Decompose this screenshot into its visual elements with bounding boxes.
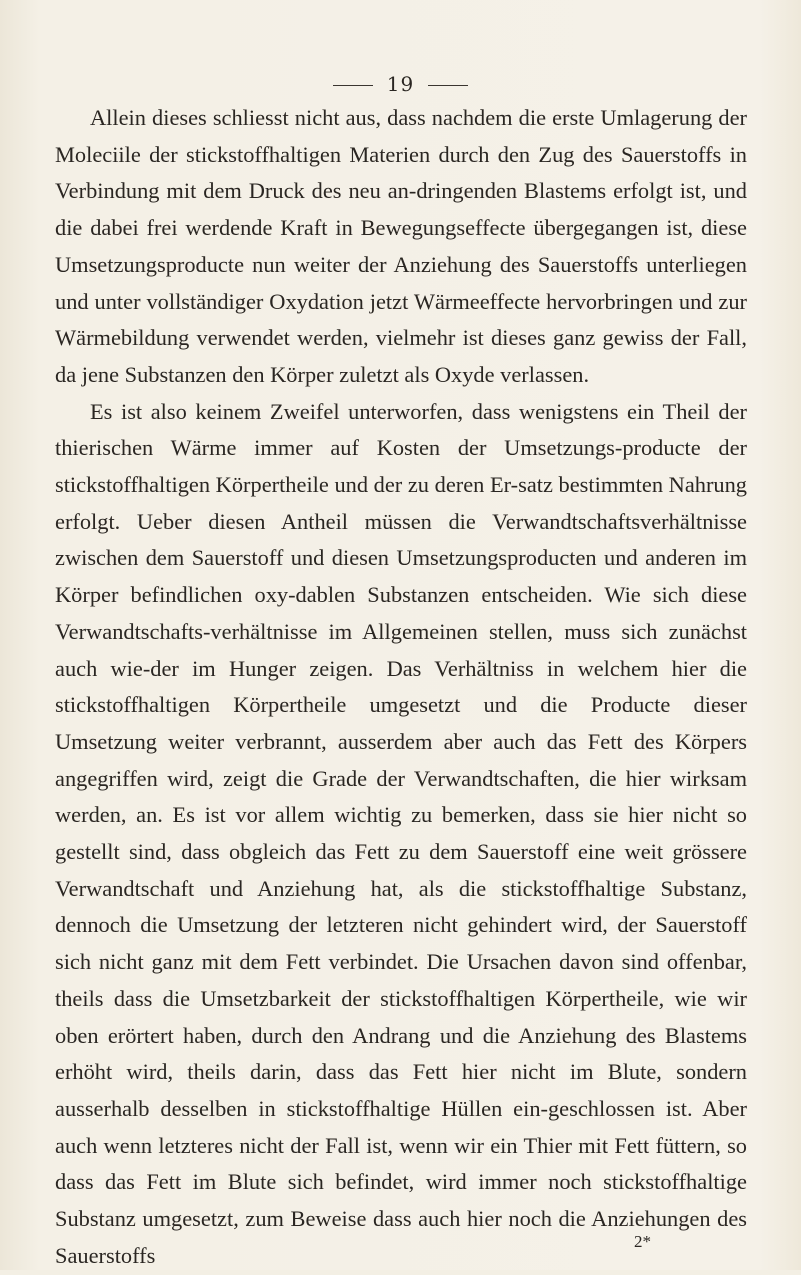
page-header (0, 72, 801, 96)
signature-mark: 2* (634, 1232, 651, 1251)
page-number: 19 (386, 72, 415, 96)
paragraph: Allein dieses schliesst nicht aus, dass nachdem die erste Umlagerung der Moleciile der stickstoffhaltigen Materien durch den Zug des Sauerstoffs in Verbindung mit dem Druck des neu an-dringenden Blastems erfolgt ist, und die dabei frei werdende Kraft in Bewegungseffecte übergegangen ist, diese Umsetzungsproducte nun weiter der Anziehung des Sauerstoffs unterliegen und unter vollständiger Oxydation jetzt Wärmeeffecte hervorbringen und zur Wärmebildung verwendet werden, vielmehr ist dieses ganz gewiss der Fall, da jene Substanzen den Körper zuletzt als Oxyde verlassen. (55, 105, 747, 387)
paragraph: Es ist also keinem Zweifel unterworfen, dass wenigstens ein Theil der thierischen Wärme immer auf Kosten der Umsetzungs-producte der stickstoffhaltigen Körpertheile und der zu deren Er-satz bestimmten Nahrung erfolgt. Ueber diesen Antheil müssen die Verwandtschaftsverhältnisse zwischen dem Sauerstoff und diesen Umsetzungsproducten und anderen im Körper befindlichen oxy-dablen Substanzen entscheiden. Wie sich diese Verwandtschafts-verhältnisse im Allgemeinen stellen, muss sich zunächst auch wie-der im Hunger zeigen. Das Verhältniss in welchem hier die stickstoffhaltigen Körpertheile umgesetzt und die Producte dieser Umsetzung weiter verbrannt, ausserdem aber auch das Fett des Körpers angegriffen wird, zeigt die Grade der Verwandtschaften, die hier wirksam werden, an. Es ist vor allem wichtig zu bemerken, dass sie hier nicht so gestellt sind, dass obgleich das Fett zu dem Sauerstoff eine weit grössere Verwandtschaft und Anziehung hat, als die stickstoffhaltige Substanz, dennoch die Umsetzung der letzteren nicht gehindert wird, der Sauerstoff sich nicht ganz mit dem Fett verbindet. Die Ursachen davon sind offenbar, theils dass die Umsetzbarkeit der stickstoffhaltigen Körpertheile, wie wir oben erörtert haben, durch den Andrang und die Anziehung des Blastems erhöht wird, theils darin, dass das Fett hier nicht im Blute, sondern ausserhalb desselben in stickstoffhaltige Hüllen ein-geschlossen ist. Aber auch wenn letzteres nicht der Fall ist, wenn wir ein Thier mit Fett füttern, so dass das Fett im Blute sich befindet, wird immer noch stickstoffhaltige Substanz umgesetzt, zum Beweise dass auch hier noch die Anziehungen des Sauerstoffs (55, 398, 747, 1268)
body-text (55, 100, 747, 1275)
header-dash-left (333, 85, 373, 86)
header-dash-right (428, 85, 468, 86)
